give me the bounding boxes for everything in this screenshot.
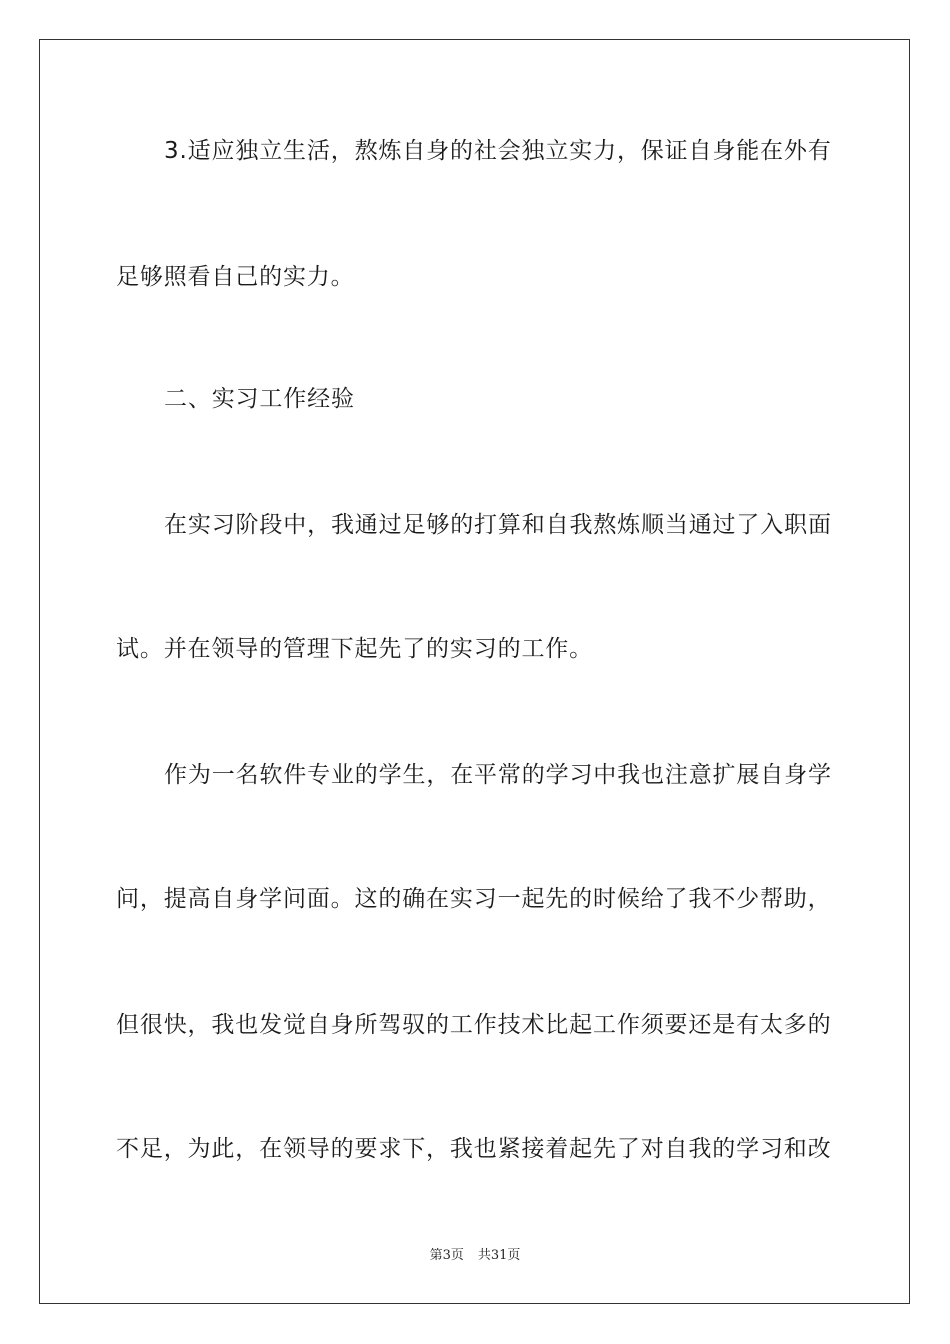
- page-border: [39, 39, 910, 1304]
- paragraph-line: 在实习阶段中，我通过足够的打算和自我熬炼顺当通过了入职面: [164, 512, 832, 538]
- page-total: 共31页: [477, 1248, 521, 1263]
- paragraph-line: 问，提高自身学问面。这的确在实习一起先的时候给了我不少帮助，: [116, 886, 832, 912]
- paragraph-line: 试。并在领导的管理下起先了的实习的工作。: [116, 636, 593, 662]
- section-heading: 二、实习工作经验: [164, 386, 355, 412]
- paragraph-line: 但很快，我也发觉自身所驾驭的工作技术比起工作须要还是有太多的: [116, 1012, 832, 1038]
- paragraph-line: 3.适应独立生活，熬炼自身的社会独立实力，保证自身能在外有: [164, 138, 832, 164]
- page-footer: [0, 1248, 950, 1264]
- paragraph-line: 不足，为此，在领导的要求下，我也紧接着起先了对自我的学习和改: [116, 1136, 832, 1162]
- paragraph-line: 足够照看自己的实力。: [116, 264, 355, 290]
- paragraph-line: 作为一名软件专业的学生，在平常的学习中我也注意扩展自身学: [164, 762, 832, 788]
- page-number: 第3页: [429, 1248, 464, 1263]
